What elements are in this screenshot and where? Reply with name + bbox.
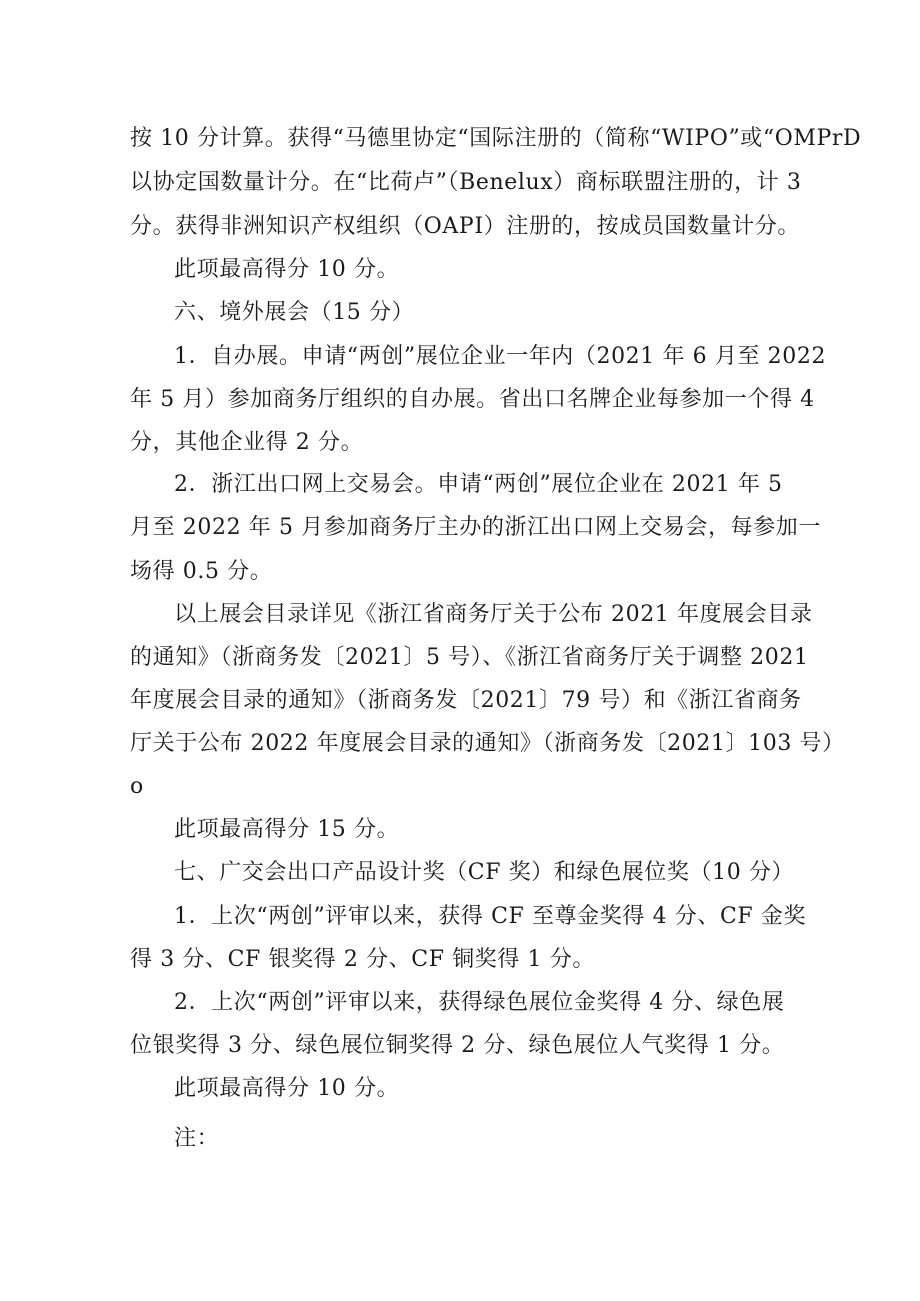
- paragraph-line: 此项最高得分 10 分。: [174, 1076, 400, 1101]
- paragraph-line: 此项最高得分 15 分。: [174, 817, 400, 842]
- paragraph-line: 位银奖得 3 分、绿色展位铜奖得 2 分、绿色展位人气奖得 1 分。: [130, 1033, 785, 1058]
- paragraph-line: 年 5 月）参加商务厅组织的自办展。省出口名牌企业每参加一个得 4: [130, 387, 815, 412]
- note-label: 注：: [174, 1126, 220, 1151]
- paragraph-line: 月至 2022 年 5 月参加商务厅主办的浙江出口网上交易会，每参加一: [130, 515, 821, 540]
- paragraph-line: 的通知》（浙商务发〔2021〕5 号）、《浙江省商务厅关于调整 2021: [130, 645, 809, 670]
- paragraph-line: 分，其他企业得 2 分。: [130, 430, 364, 455]
- paragraph-line: o: [130, 774, 144, 799]
- section-heading: 六、境外展会（15 分）: [174, 300, 415, 325]
- paragraph-line: 此项最高得分 10 分。: [174, 257, 400, 282]
- paragraph-line: 2．浙江出口网上交易会。申请“两创”展位企业在 2021 年 5: [174, 472, 783, 497]
- paragraph-line: 2．上次“两创”评审以来，获得绿色展位金奖得 4 分、绿色展: [174, 990, 785, 1015]
- paragraph-line: 厅关于公布 2022 年度展会目录的通知》（浙商务发〔2021〕103 号）: [130, 731, 845, 756]
- paragraph-line: 以上展会目录详见《浙江省商务厅关于公布 2021 年度展会目录: [174, 602, 813, 627]
- paragraph-line: 分。获得非洲知识产权组织（OAPI）注册的，按成员国数量计分。: [130, 214, 801, 239]
- paragraph-line: 年度展会目录的通知》（浙商务发〔2021〕79 号）和《浙江省商务: [130, 688, 802, 713]
- section-heading: 七、广交会出口产品设计奖（CF 奖）和绿色展位奖（10 分）: [174, 860, 795, 885]
- paragraph-line: 以协定国数量计分。在“比荷卢”（Benelux）商标联盟注册的，计 3: [130, 170, 802, 195]
- paragraph-line: 场得 0.5 分。: [130, 559, 273, 584]
- paragraph-line: 1．上次“两创”评审以来，获得 CF 至尊金奖得 4 分、CF 金奖: [174, 904, 807, 929]
- paragraph-line: 1．自办展。申请“两创”展位企业一年内（2021 年 6 月至 2022: [174, 344, 827, 369]
- paragraph-line: 按 10 分计算。获得“马德里协定“国际注册的（简称“WIPO”或“OMPrD: [130, 126, 862, 151]
- paragraph-line: 得 3 分、CF 银奖得 2 分、CF 铜奖得 1 分。: [130, 947, 595, 972]
